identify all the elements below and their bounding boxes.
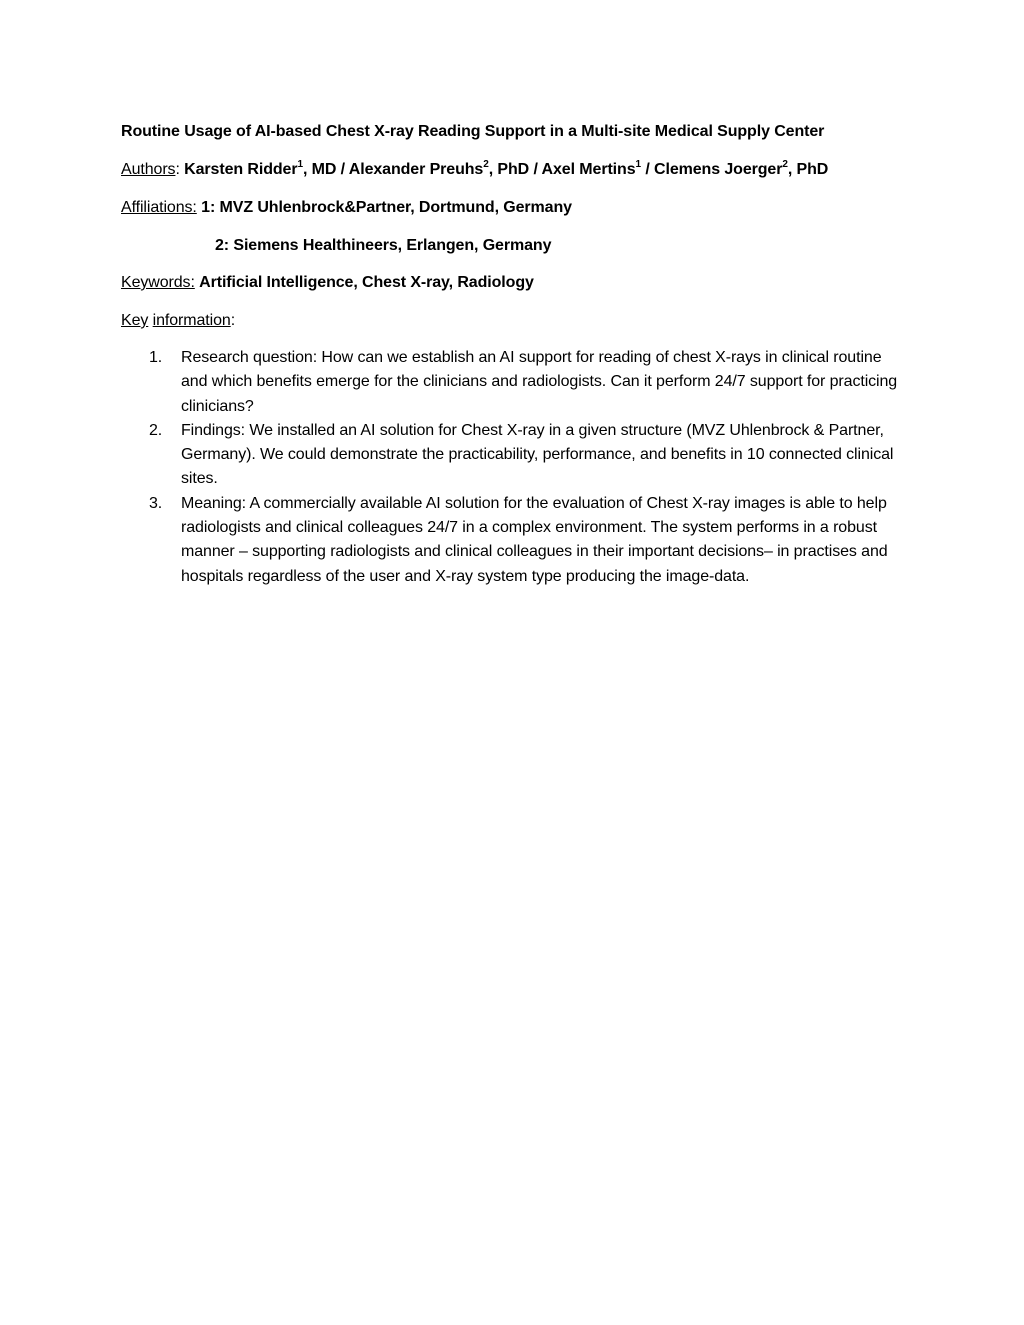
author-suffix: , MD / [302, 161, 349, 178]
affiliations-label: Affiliations: [121, 199, 197, 216]
keywords-line [121, 271, 534, 295]
author-affiliation-number: 2 [483, 158, 489, 170]
author-name: Karsten Ridder [184, 161, 298, 178]
author-name: Axel Mertins [541, 161, 636, 178]
authors-line [121, 158, 828, 182]
keywords-value: Artificial Intelligence, Chest X-ray, Radiology [199, 274, 534, 291]
author-list [184, 158, 829, 178]
list-item-text: Meaning: A commercially available AI solution for the evaluation of Chest X-ray images is able to help radiologists and clinical colleagues 24/7 in a complex environment. The system performs in a robust manner – supporting radiologists and clinical colleagues in their important decisions– in practises and hospitals regardless of the user and X-ray system type producing the image-data. [181, 494, 888, 585]
author-suffix: , PhD / [488, 161, 542, 178]
key-information-label-word: Key [121, 312, 149, 329]
list-item [121, 419, 911, 492]
key-information-heading [121, 309, 235, 333]
authors-colon: : [175, 161, 180, 178]
affiliations-line [121, 196, 572, 220]
author-suffix: , PhD [787, 161, 829, 178]
author-affiliation-number: 2 [782, 158, 788, 170]
affiliation-item: 2: Siemens Healthineers, Erlangen, Germany [215, 237, 552, 254]
author-affiliation-number: 1 [635, 158, 641, 170]
author-name: Alexander Preuhs [348, 161, 484, 178]
author-name: Clemens Joerger [654, 161, 783, 178]
author-suffix: / [640, 161, 655, 178]
key-information-colon: : [230, 312, 236, 329]
list-item [121, 346, 911, 419]
paper-title: Routine Usage of AI-based Chest X-ray Reading Support in a Multi-site Medical Supply Center [121, 123, 825, 140]
list-item [121, 492, 911, 589]
key-information-list [121, 346, 911, 589]
list-item-text: Research question: How can we establish an AI support for reading of chest X-rays in clinical routine and which benefits emerge for the clinicians and radiologists. Can it perform 24/7 support for practicing clinicians? [181, 349, 898, 415]
list-item-number: 3. [149, 494, 163, 512]
author-affiliation-number: 1 [297, 158, 303, 170]
key-information-label-word: information [152, 312, 231, 329]
list-item-text: Findings: We installed an AI solution for Chest X-ray in a given structure (MVZ Uhlenbrock & Partner, Germany). We could demonstrate the practicability, performance, and benefits in 10 connected clinical sites. [181, 421, 894, 488]
list-item-number: 2. [149, 421, 163, 439]
list-item-number: 1. [149, 349, 163, 366]
affiliation-item: 1: MVZ Uhlenbrock&Partner, Dortmund, Germany [201, 199, 572, 216]
keywords-label: Keywords: [121, 274, 195, 291]
authors-label: Authors [121, 161, 176, 178]
